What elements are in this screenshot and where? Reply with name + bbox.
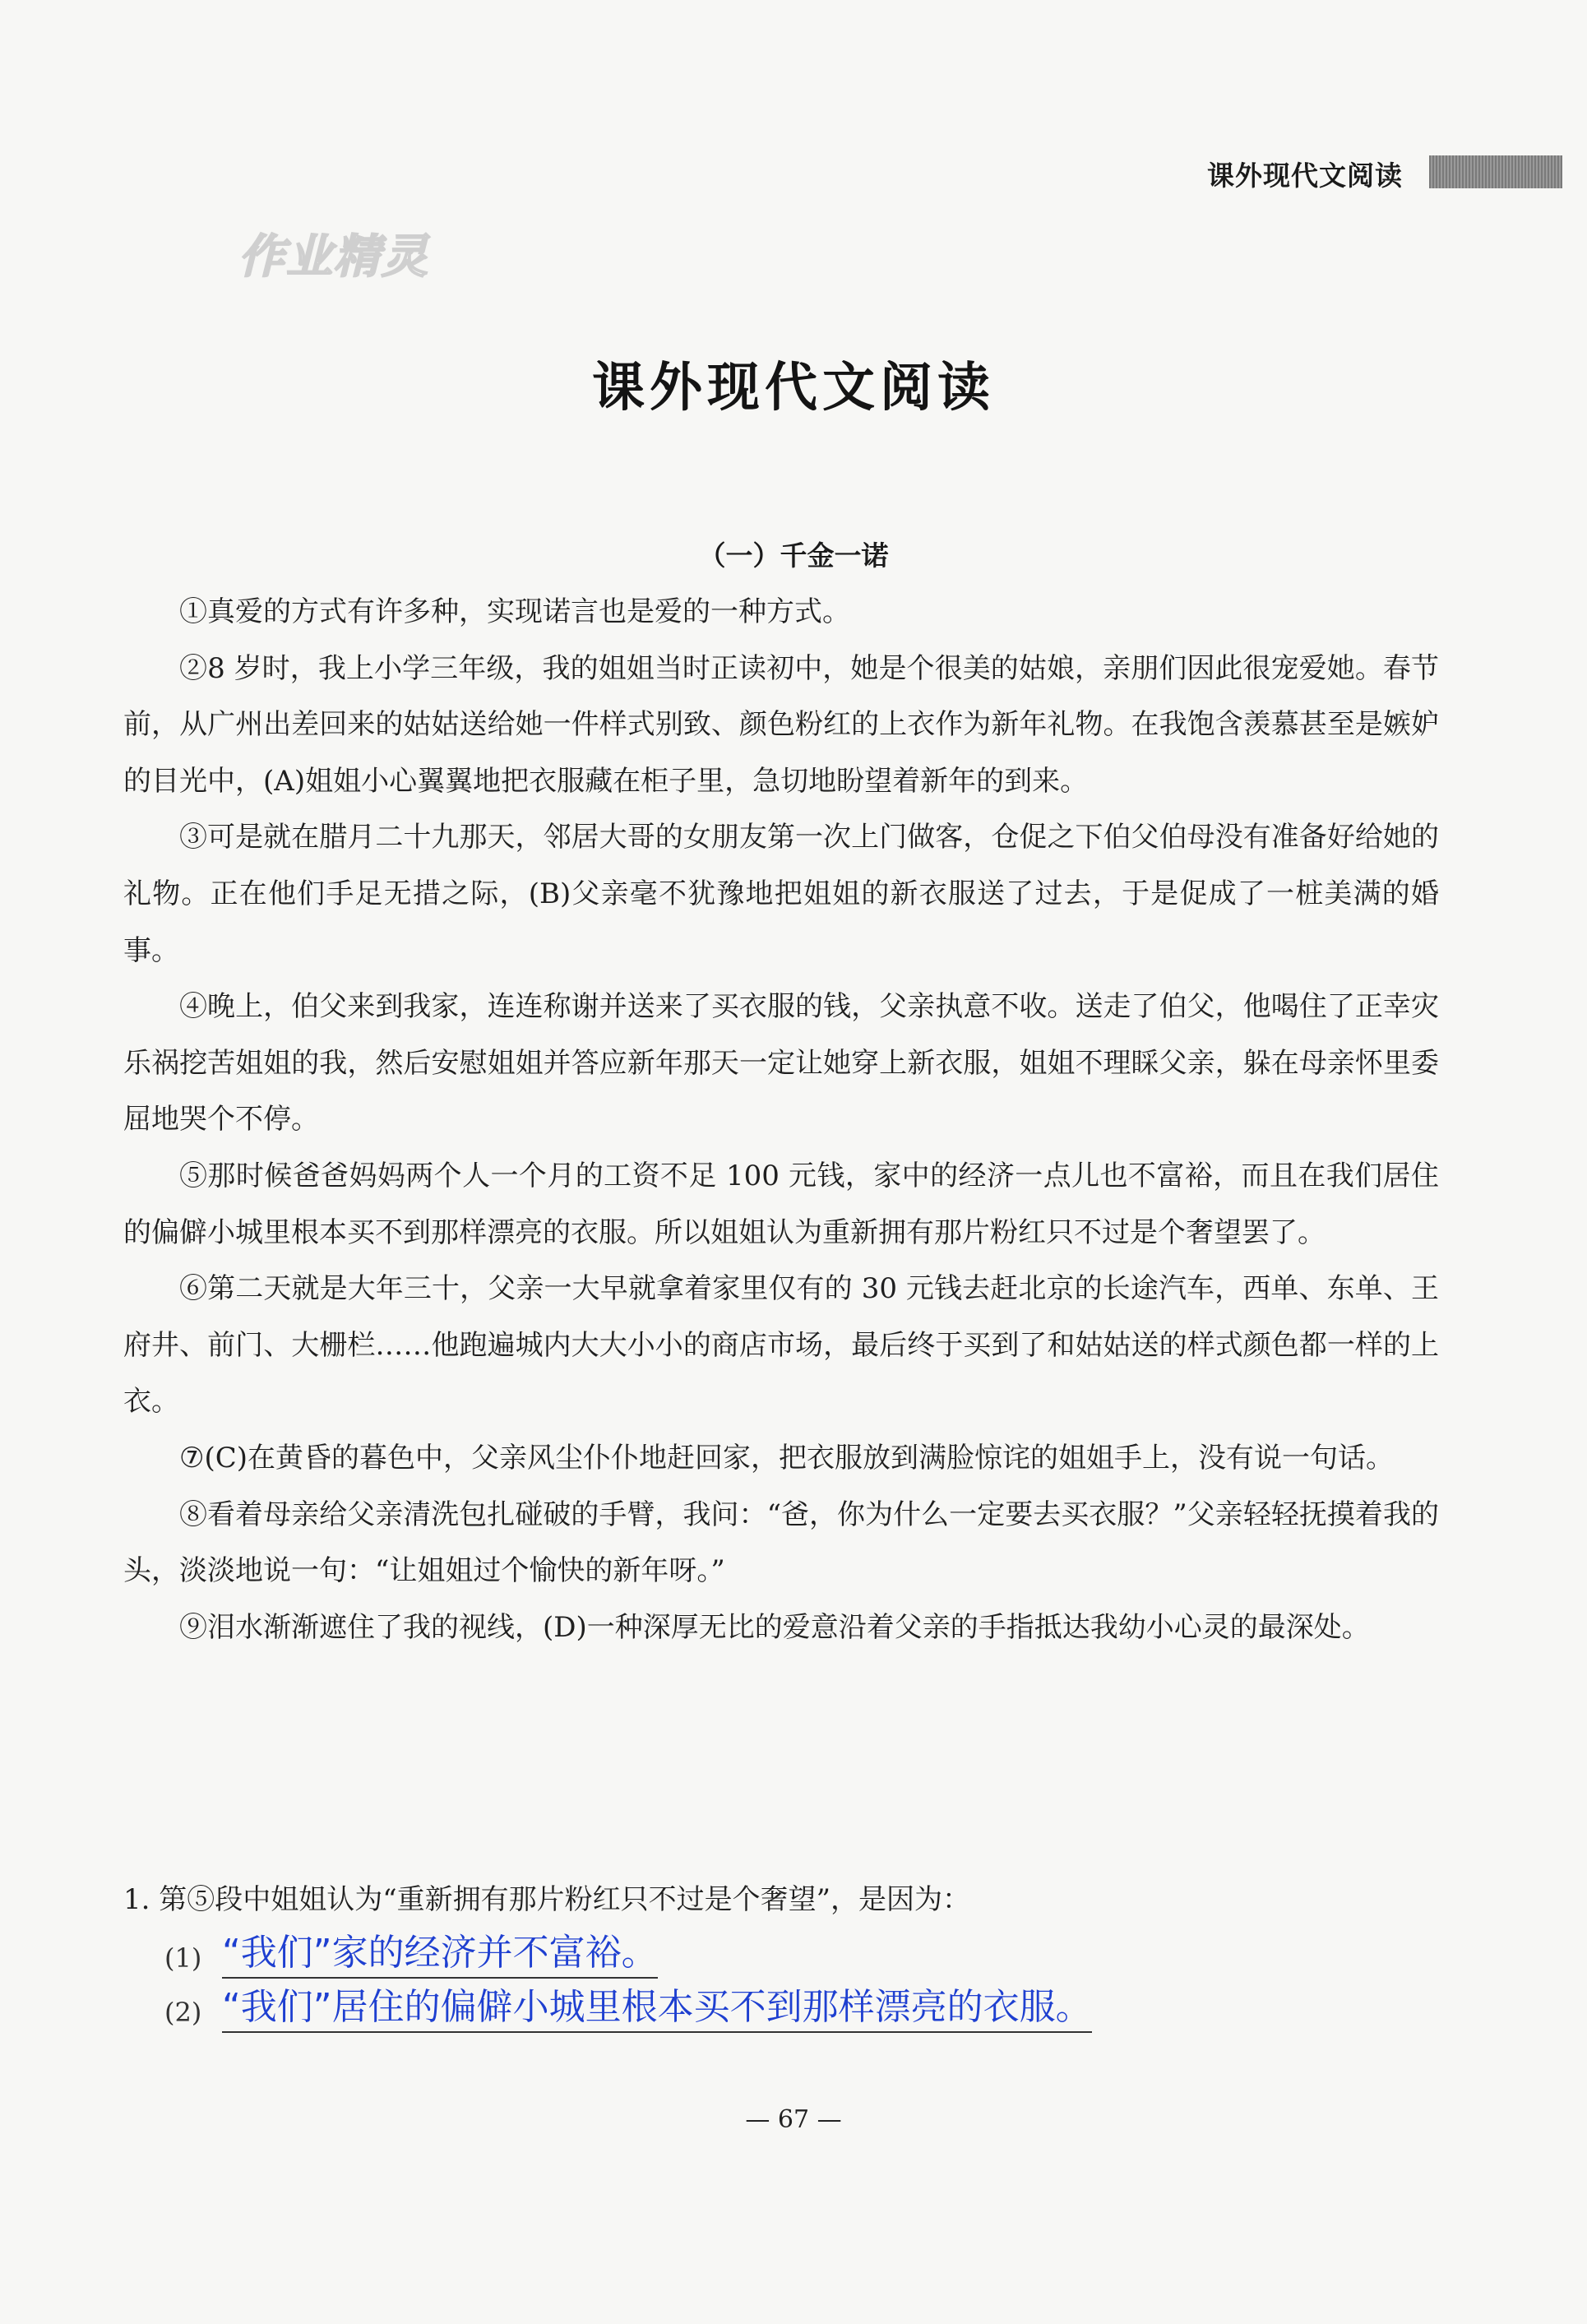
answer-number: (2) <box>164 1997 202 2028</box>
question-1-stem: 1. 第⑤段中姐姐认为“重新拥有那片粉红只不过是个奢望”，是因为： <box>123 1883 971 1916</box>
page-title: 课外现代文阅读 <box>592 357 995 419</box>
answer-row-1 <box>164 1924 1439 1979</box>
watermark: 作业精灵 <box>238 230 429 284</box>
handwritten-answer-2: “我们”居住的偏僻小城里根本买不到那样漂亮的衣服。 <box>222 1985 1092 2033</box>
paragraph-7: ⑦(C)在黄昏的暮色中，父亲风尘仆仆地赶回家，把衣服放到满脸惊诧的姐姐手上，没有说一句话。 <box>179 1441 1395 1474</box>
section-header: 课外现代文阅读 <box>1207 160 1403 192</box>
page-number: — 67 — <box>745 2105 842 2134</box>
answer-number: (1) <box>164 1942 202 1974</box>
paragraph-9: ⑨泪水渐渐遮住了我的视线，(D)一种深厚无比的爱意沿着父亲的手指抵达我幼小心灵的最深处。 <box>179 1610 1370 1644</box>
paragraph-3: ③可是就在腊月二十九那天，邻居大哥的女朋友第一次上门做客，仓促之下伯父伯母没有准备好给她的礼物。正在他们手足无措之际，(B)父亲毫不犹豫地把姐姐的新衣服送了过去，于是促成了一桩美满的婚事。 <box>123 821 1439 967</box>
article-title: （一）千金一诺 <box>698 539 889 572</box>
paragraph-5: ⑤那时候爸爸妈妈两个人一个月的工资不足 100 元钱，家中的经济一点儿也不富裕，而且在我们居住的偏僻小城里根本买不到那样漂亮的衣服。所以姐姐认为重新拥有那片粉红只不过是个奢望罢了。 <box>123 1159 1439 1249</box>
answer-row-2 <box>164 1979 1439 2033</box>
paragraph-4: ④晚上，伯父来到我家，连连称谢并送来了买衣服的钱，父亲执意不收。送走了伯父，他喝住了正幸灾乐祸挖苦姐姐的我，然后安慰姐姐并答应新年那天一定让她穿上新衣服，姐姐不理睬父亲，躲在母亲怀里委屈地哭个不停。 <box>123 990 1439 1137</box>
article-body <box>123 584 1439 1655</box>
paragraph-2: ②8 岁时，我上小学三年级，我的姐姐当时正读初中，她是个很美的姑娘，亲朋们因此很宠爱她。春节前，从广州出差回来的姑姑送给她一件样式别致、颜色粉红的上衣作为新年礼物。在我饱含羡慕甚至是嫉妒的目光中，(A)姐姐小心翼翼地把衣服藏在柜子里，急切地盼望着新年的到来。 <box>123 651 1439 798</box>
paragraph-1: ①真爱的方式有许多种，实现诺言也是爱的一种方式。 <box>179 595 850 628</box>
handwritten-answer-1: “我们”家的经济并不富裕。 <box>222 1931 658 1979</box>
paragraph-6: ⑥第二天就是大年三十，父亲一大早就拿着家里仅有的 30 元钱去赶北京的长途汽车，西单、东单、王府井、前门、大栅栏……他跑遍城内大大小小的商店市场，最后终于买到了和姑姑送的样式颜色都一样的上衣。 <box>123 1272 1439 1419</box>
paragraph-8: ⑧看着母亲给父亲清洗包扎碰破的手臂，我问：“爸，你为什么一定要去买衣服？”父亲轻轻抚摸着我的头，淡淡地说一句：“让姐姐过个愉快的新年呀。” <box>123 1498 1439 1588</box>
question-section <box>123 1875 1439 2033</box>
header-bar-decoration <box>1429 155 1562 188</box>
